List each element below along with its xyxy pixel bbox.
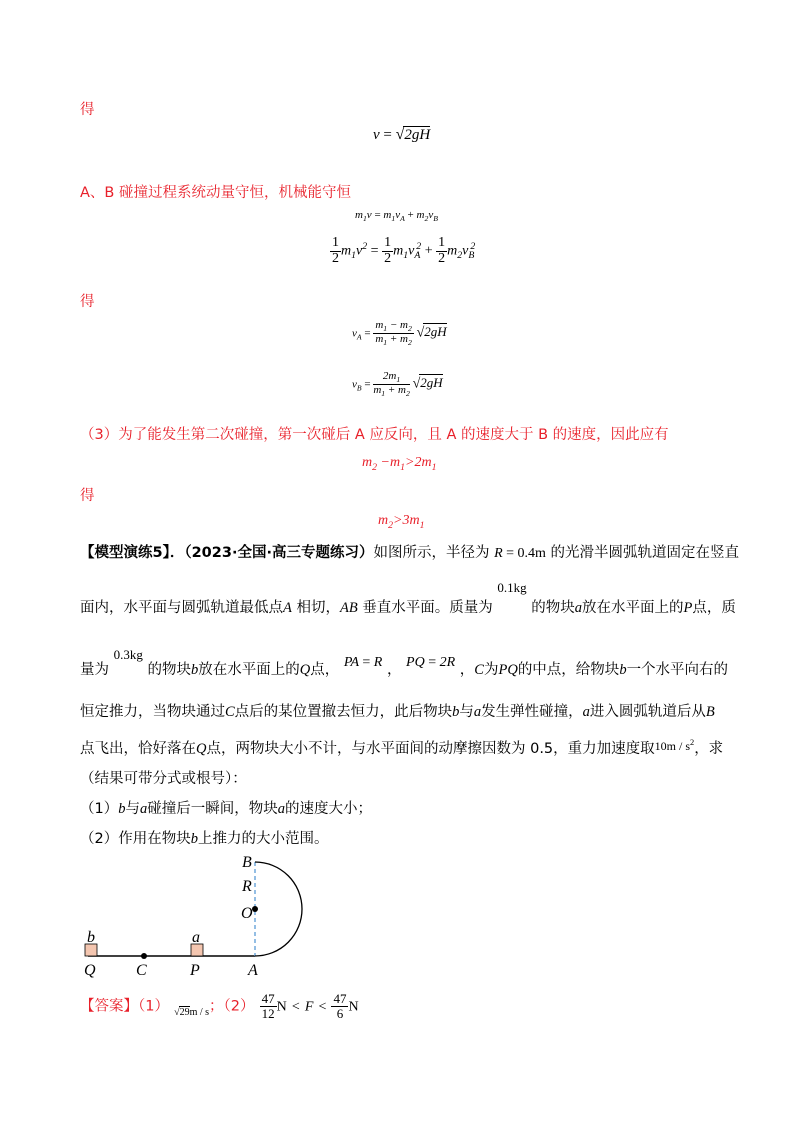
- inequality-1: $m_2 -m_1>2m_1$: [362, 455, 437, 473]
- problem-line-3: 量为 0.3kg 的物块b放在水平面上的Q点， PA = R ， PQ = 2R ，C为PQ的中点，给物块b一个水平向右的: [80, 647, 729, 678]
- unit: N: [276, 999, 287, 1015]
- text: ，求: [694, 741, 724, 757]
- label-A: A: [248, 962, 258, 979]
- var: C: [225, 704, 235, 720]
- unit: N: [348, 999, 359, 1015]
- text: 量为: [80, 662, 109, 678]
- frac1-den: 12: [261, 1005, 275, 1021]
- text: 点，质: [692, 600, 736, 616]
- de-label-2: 得: [80, 294, 95, 310]
- point-C: [141, 953, 147, 959]
- text: 为: [483, 662, 499, 678]
- var: b: [452, 704, 460, 720]
- var: A: [283, 600, 292, 616]
- de-label-1: 得: [80, 102, 95, 118]
- text: 的速度大小；: [284, 801, 372, 817]
- question-2: [80, 827, 328, 848]
- equation-v: v = √2gH: [373, 126, 431, 143]
- var: b: [190, 831, 198, 847]
- problem-tag: 【模型演练5】: [80, 545, 170, 561]
- part3-text: （3）为了能发生第二次碰撞，第一次碰后 A 应反向，且 A 的速度大于 B 的速度，因此应有: [80, 427, 669, 443]
- answer-part1: （1）: [138, 998, 169, 1015]
- answer-tag: 【答案】: [80, 998, 138, 1015]
- de-label-3: 得: [80, 488, 95, 504]
- var: AB: [339, 600, 358, 616]
- frac1-num: 47: [261, 991, 275, 1006]
- text: 垂直水平面。质量为: [362, 600, 493, 616]
- label-P: P: [190, 962, 200, 979]
- var: a: [582, 704, 590, 720]
- problem-line-1: 【模型演练5】．（2023·全国·高三专题练习）如图所示，半径为 R = 0.4m 的光滑半圆弧轨道固定在竖直: [80, 545, 740, 561]
- semicircle-track: [255, 862, 302, 956]
- text: 点，: [310, 662, 340, 678]
- label-O: O: [241, 905, 253, 922]
- text: 恒定推力，当物块通过: [80, 704, 225, 720]
- force-var: F: [304, 999, 314, 1015]
- equation-energy: $\frac{1}{2}$ $m_1v^2$ = $\frac{1}{2}$ $m_1v_A^2$ + $\frac{1}{2}$ $m_2v_B^2$: [332, 235, 476, 266]
- var: Q: [299, 662, 311, 678]
- answer-part2: （2）: [223, 998, 255, 1015]
- text: 的光滑半圆弧轨道固定在竖直: [550, 545, 740, 561]
- problem-line-2: [80, 580, 736, 617]
- answer-sep: ；: [209, 998, 224, 1015]
- var: PQ: [498, 662, 518, 678]
- var: a: [473, 704, 482, 720]
- label-a: a: [192, 929, 200, 946]
- text: 点，两物块大小不计，与水平面间的动摩擦因数为 0.5，重力加速度取: [206, 741, 655, 757]
- equation-vB: $v_B$ = $\frac{2m_1}{m_1 + m_2}$ √2gH: [352, 370, 443, 399]
- label-b: b: [87, 929, 95, 946]
- var: P: [683, 600, 693, 616]
- text: 相切，: [296, 600, 340, 616]
- problem-line-6: （结果可带分式或根号）：: [80, 771, 247, 787]
- label-C: C: [136, 962, 147, 979]
- equation-momentum: $m_1v = m_1v_A + m_2v_B$: [355, 209, 438, 224]
- var: a: [139, 801, 148, 817]
- center-point-O: [252, 906, 258, 912]
- text: 放在水平面上的: [582, 600, 684, 616]
- problem-line-4: [80, 700, 715, 721]
- var: a: [277, 801, 285, 817]
- text: 如图所示，半径为: [373, 545, 490, 561]
- frac2-den: 6: [336, 1005, 344, 1021]
- text: 的物块: [147, 662, 191, 678]
- text: 放在水平面上的: [198, 662, 300, 678]
- mass-a: 0.1kg: [497, 580, 527, 595]
- text: 进入圆弧轨道后从: [589, 704, 706, 720]
- label-Q: Q: [84, 962, 96, 979]
- var: b: [619, 662, 627, 678]
- text: 与: [125, 801, 140, 817]
- question-1: [80, 797, 372, 818]
- mass-b: 0.3kg: [113, 647, 143, 662]
- text: 的中点，给物块: [517, 662, 620, 678]
- text: 发生弹性碰撞，: [481, 704, 583, 720]
- text: 面内，水平面与圆弧轨道最低点: [80, 600, 283, 616]
- text: 与: [459, 704, 474, 720]
- label-B: B: [242, 854, 252, 871]
- text: 点后的某位置撤去恒力，此后物块: [234, 704, 453, 720]
- text: 一个水平向右的: [626, 662, 729, 678]
- problem-source: ．（2023·全国·高三专题练习）: [169, 545, 374, 561]
- var: a: [574, 600, 583, 616]
- text: ，: [459, 662, 475, 678]
- label-R: R: [242, 878, 252, 895]
- text: （2）作用在物块: [80, 831, 191, 847]
- text: 上推力的大小范围。: [197, 831, 329, 847]
- frac2-num: 47: [333, 991, 347, 1006]
- var: Q: [196, 741, 207, 757]
- equation-vA: $v_A$ = $\frac{m_1 - m_2}{m_1 + m_2}$ √2gH: [352, 319, 447, 348]
- inequality-2: $m_2>3m_1$: [378, 513, 425, 531]
- text: 点飞出，恰好落在: [80, 741, 196, 757]
- var: C: [474, 662, 484, 678]
- var: b: [118, 801, 126, 817]
- text: （1）: [80, 801, 119, 817]
- track-diagram: [70, 850, 320, 985]
- conservation-line: A、B 碰撞过程系统动量守恒，机械能守恒: [80, 185, 351, 201]
- answer-line: 【答案】（1） $_{√29m / s}$；（2） $\frac{47}{12}$ N < F < $\frac{47}{6}$ N: [80, 991, 359, 1021]
- text: 的物块: [531, 600, 575, 616]
- problem-line-5: 点飞出，恰好落在Q点，两物块大小不计，与水平面间的动摩擦因数为 0.5，重力加速度取$^{10m / s^2}$，求: [80, 738, 724, 757]
- var: B: [705, 704, 715, 720]
- var: b: [190, 662, 199, 678]
- text: 碰撞后一瞬间，物块: [147, 801, 278, 817]
